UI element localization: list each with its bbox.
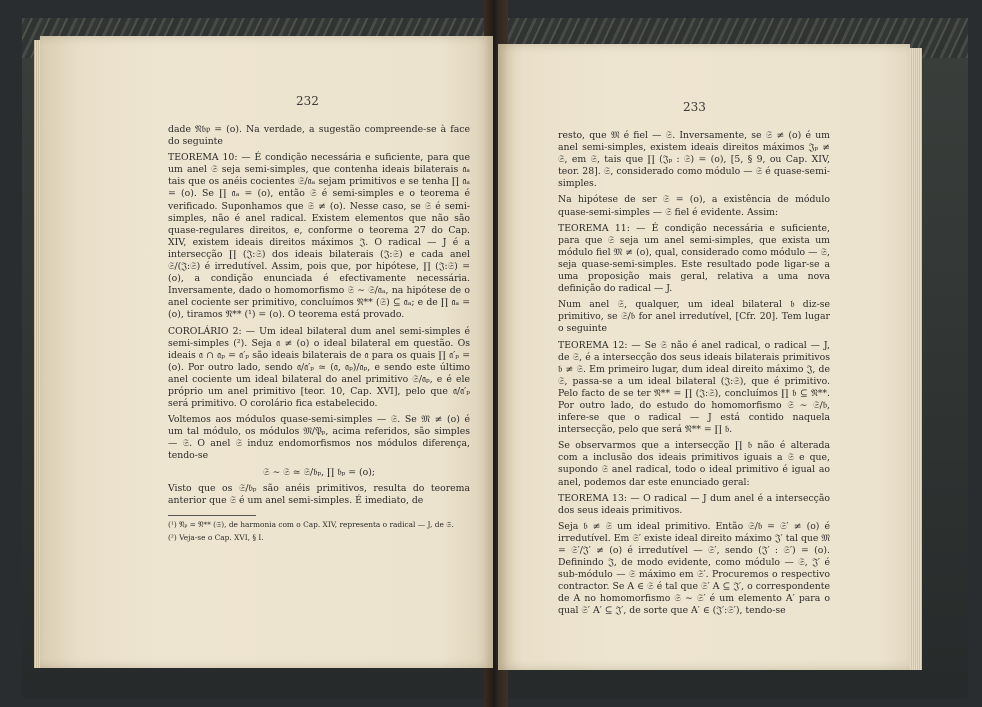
footnote: (¹) 𝔑ₚ = 𝔑** (𝔖), de harmonia com o Cap. XIV, representa o radical — J, de 𝔖. <box>168 519 454 529</box>
theorem-11: TEOREMA 11: — É condição necessária e suficiente, para que 𝔖 seja um anel semi-simples, que exista um módulo fiel 𝔐 ≠ (o), qual, considerado como módulo — 𝔖, seja quase-semi-simples. Este resultado pode ligar-se a uma proposição mais geral, relativa a uma nova definição do radical — J. <box>558 222 830 295</box>
footnote-rule <box>168 515 256 516</box>
page-number: 233 <box>683 100 706 114</box>
left-page <box>40 36 493 668</box>
paragraph: Se observarmos que a intersecção ∏ 𝔟 não é alterada com a inclusão dos ideais primitivos iguais a 𝔖 e que, supondo 𝔖 anel radical, todo o ideal primitivo é igual ao anel, podemos dar este enunciado geral: <box>558 440 830 488</box>
page-number: 232 <box>296 94 319 108</box>
paragraph: Num anel 𝔖, qualquer, um ideal bilateral 𝔟 diz-se primitivo, se 𝔖/𝔟 for anel irredutível, [Cfr. 20]. Tem lugar o seguinte <box>558 299 830 335</box>
paragraph: resto, que 𝔐 é fiel — 𝔖. Inversamente, se 𝔖 ≠ (o) é um anel semi-simples, existem ideais direitos máximos 𝔍ₚ ≠ 𝔖, em 𝔖, tais que ∏ (𝔍ₚ : 𝔖) = (o), [5, § 9, ou Cap. XIV, teor. 28]. 𝔖, considerado como módulo — 𝔖 é quase-semi-simples. <box>558 130 830 190</box>
paragraph: dade 𝔑𝔟𝔭 = (o). Na verdade, a sugestão compreende-se à face do seguinte <box>168 124 470 148</box>
paragraph: Na hipótese de ser 𝔖 = (o), a existência de módulo quase-semi-simples — 𝔖 fiel é evidente. Assim: <box>558 194 830 218</box>
right-page-edges <box>908 48 922 670</box>
left-page-body <box>168 124 470 547</box>
theorem-12: TEOREMA 12: — Se 𝔖 não é anel radical, o radical — J, de 𝔖, é a intersecção dos seus ideais bilaterais primitivos 𝔟 ≠ 𝔖. Em primeiro lugar, dum ideal direito máximo 𝔍, de 𝔖, passa-se a um ideal bilateral (𝔍:𝔖), que é primitivo. Pelo facto de se ter 𝔑** = ∏ (𝔍:𝔖), concluímos ∏ 𝔟 ⊆ 𝔑**. Por outro lado, do estudo do homomorfismo 𝔖 ∼ 𝔖/𝔟, infere-se que o radical — J está contido naquela intersecção, pelo que será 𝔑** = ∏ 𝔟. <box>558 339 830 436</box>
formula: 𝔖 ∼ 𝔖 ≃ 𝔖/𝔟ₚ, ∏ 𝔟ₚ = (o); <box>263 466 375 478</box>
corollary-2: COROLÁRIO 2: — Um ideal bilateral dum anel semi-simples é semi-simples (²). Seja 𝔞 ≠ (o) o ideal bilateral em questão. Os ideais 𝔞 ∩ 𝔞ₚ = 𝔞′ₚ são ideais bilaterais de 𝔞 para os quais ∏ 𝔞′ₚ = (o). Por outro lado, sendo 𝔞/𝔞′ₚ ≃ (𝔞, 𝔞ₚ)/𝔞ₚ, e sendo este último anel cociente um ideal bilateral do anel primitivo 𝔖/𝔞ₚ, e é ele próprio um anel primitivo [teor. 10, Cap. XVI], pelo que 𝔞/𝔞′ₚ será primitivo. O corolário fica estabelecido. <box>168 325 470 410</box>
paragraph: Voltemos aos módulos quase-semi-simples — 𝔖. Se 𝔐 ≠ (o) é um tal módulo, os módulos 𝔐/𝔓ₚ, acima referidos, são simples — 𝔖. O anel 𝔖 induz endomorfismos nos módulos diferença, tendo-se <box>168 414 470 462</box>
paragraph: Visto que os 𝔖/𝔟ₚ são anéis primitivos, resulta do teorema anterior que 𝔖 é um anel semi-simples. É imediato, de <box>168 482 470 506</box>
right-page <box>498 44 910 670</box>
footnote: (²) Veja-se o Cap. XVI, § I. <box>168 533 264 543</box>
theorem-10: TEOREMA 10: — É condição necessária e suficiente, para que um anel 𝔖 seja semi-simples, que contenha ideais bilaterais 𝔞ₐ tais que os anéis cocientes 𝔖/𝔞ₐ sejam primitivos e se tenha ∏ 𝔞ₐ = (o). Se ∏ 𝔞ₐ = (o), então 𝔖 é semi-simples e o teorema é verificado. Suponhamos que 𝔖 ≠ (o). Nesse caso, se 𝔖 é semi-simples, não é anel radical. Existem elementos que não são quase-regulares direitos, e, conforme o teorema 27 do Cap. XIV, existem ideais direitos máximos 𝔍. O radical — J é a intersecção ∏ (𝔍:𝔖) dos ideais bilaterais (𝔍:𝔖) e cada anel 𝔖/(𝔍:𝔖) é irredutível. Assim, pois que, por hipótese, ∏ (𝔍:𝔖) = (o), a condição enunciada é efectivamente necessária. Inversamente, dado o homomorfismo 𝔖 ∼ 𝔖/𝔞ₐ, na hipótese de o anel cociente ser primitivo, concluímos 𝔑** (𝔖) ⊆ 𝔞ₐ; e de ∏ 𝔞ₐ = (o), tiramos 𝔑** (¹) = (o). O teorema está provado. <box>168 152 470 321</box>
right-page-body <box>558 130 830 622</box>
paragraph: Seja 𝔟 ≠ 𝔖 um ideal primitivo. Então 𝔖/𝔟 = 𝔖′ ≠ (o) é irredutível. Em 𝔖′ existe ideal direito máximo 𝔍′ tal que 𝔐 = 𝔖′/𝔍′ ≠ (o) é irredutível — 𝔖′, sendo (𝔍′ : 𝔖′) = (o). Definindo 𝔍, de modo evidente, como módulo — 𝔖, 𝔍′ é sub-módulo — 𝔖 máximo em 𝔖′. Procuremos o respectivo contractor. Se A ∈ 𝔖 é tal que 𝔖′ A ⊆ 𝔍′, o correspondente de A no homomorfismo 𝔖 ∼ 𝔖′ é um elemento A′ para o qual 𝔖′ A′ ⊆ 𝔍′, de sorte que A′ ∈ (𝔍′:𝔖′), tendo-se <box>558 520 830 617</box>
theorem-13: TEOREMA 13: — O radical — J dum anel é a intersecção dos seus ideais primitivos. <box>558 492 830 516</box>
